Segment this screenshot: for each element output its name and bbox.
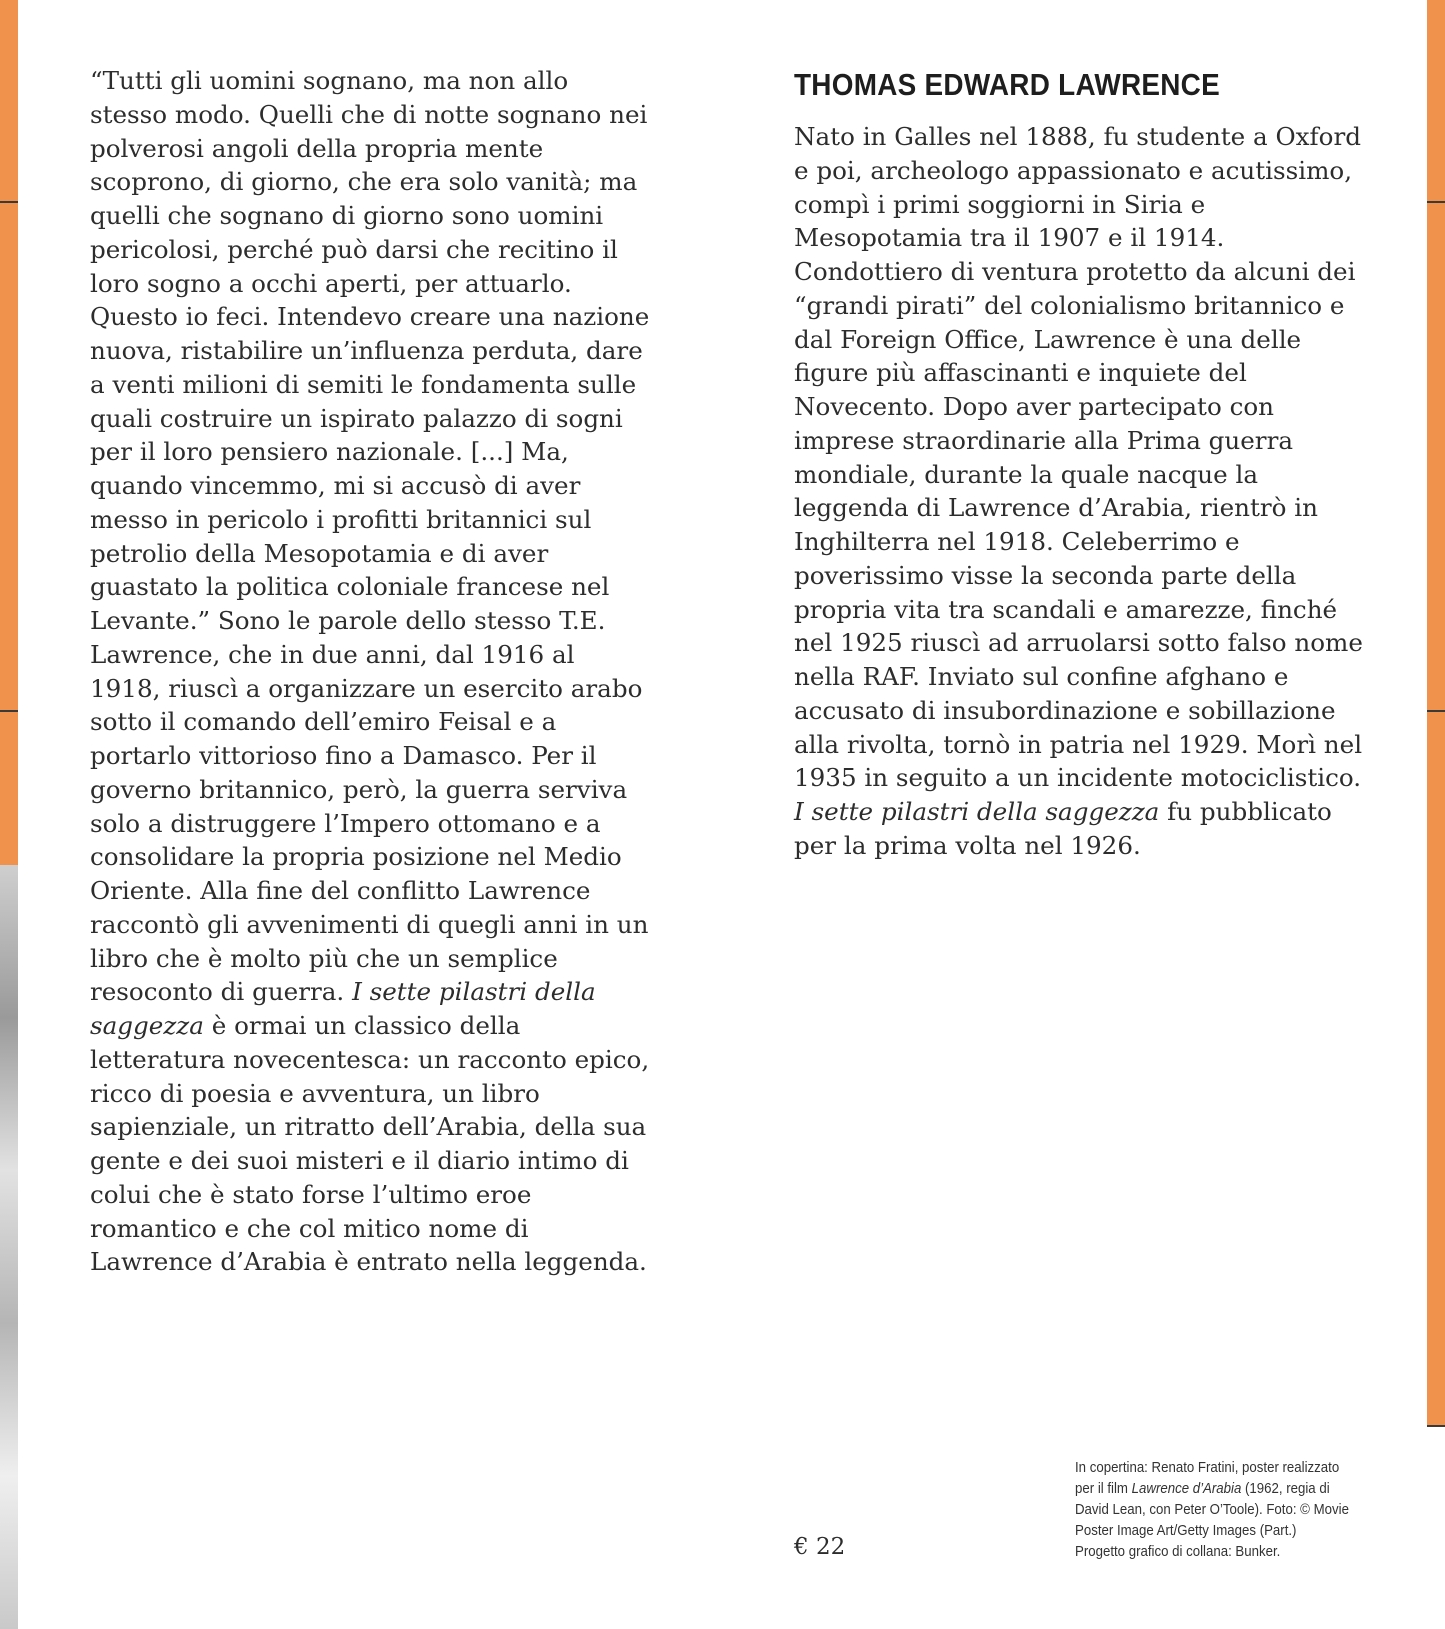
blurb-book-title: I sette pilastri della saggezza xyxy=(90,977,596,1040)
right-flap-end xyxy=(1427,1426,1445,1629)
credit-film-title: Lawrence d’Arabia xyxy=(1131,1481,1242,1497)
author-column xyxy=(794,64,1364,863)
left-flap-photo-strip xyxy=(0,865,18,1629)
author-book-title: I sette pilastri della saggezza xyxy=(794,797,1160,826)
author-heading: THOMAS EDWARD LAWRENCE xyxy=(794,67,1220,102)
fold-mark xyxy=(1427,710,1445,712)
credit-line1: In copertina: Renato Fratini, poster realizzato per il film xyxy=(1075,1460,1340,1497)
cover-credits xyxy=(1075,1458,1351,1563)
blurb-paragraph xyxy=(90,64,650,1279)
cover-credit-text xyxy=(1075,1458,1351,1542)
design-credit: Progetto grafico di collana: Bunker. xyxy=(1075,1544,1281,1560)
right-flap-band xyxy=(1427,0,1445,1629)
author-bio-text: Nato in Galles nel 1888, fu studente a Oxford e poi, archeologo appassionato e acutissimo, compì i primi soggiorni in Siria e Mesopotamia tra il 1907 e il 1914. Condottiero di ventura protetto da alcuni dei “grandi pirati” del colonialismo britannico e dal Foreign Office, Lawrence è una delle figure più affascinanti e inquiete del Novecento. Dopo aver partecipato con imprese straordinarie alla Prima guerra mondiale, durante la quale nacque la leggenda di Lawrence d’Arabia, rientrò in Inghilterra nel 1918. Celeberrimo e poverissimo visse la seconda parte della propria vita tra scandali e amarezze, finché nel 1925 riuscì ad arruolarsi sotto falso nome nella RAF. Inviato sul confine afghano e accusato di insubordinazione e sobillazione alla rivolta, tornò in patria nel 1929. Morì nel 1935 in seguito a un incidente motociclistico. xyxy=(794,122,1363,793)
author-bio xyxy=(794,120,1364,863)
fold-mark xyxy=(1427,1425,1445,1427)
fold-mark xyxy=(1427,201,1445,203)
author-publication-note: fu pubblicato per la prima volta nel 1926. xyxy=(794,797,1332,860)
fold-mark xyxy=(0,710,18,712)
credit-line2: (1962, regia di David Lean, con Peter O’Toole). Foto: © Movie Poster Image Art/Getty Images (Part.) xyxy=(1075,1481,1349,1539)
blurb-column xyxy=(90,64,650,1279)
blurb-text-part1: “Tutti gli uomini sognano, ma non allo stesso modo. Quelli che di notte sognano nei polverosi angoli della propria mente scoprono, di giorno, che era solo vanità; ma quelli che sognano di giorno sono uomini pericolosi, perché può darsi che recitino il loro sogno a occhi aperti, per attuarlo. Questo io feci. Intendevo creare una nazione nuova, ristabilire un’influenza perduta, dare a venti milioni di semiti le fondamenta sulle quali costruire un ispirato palazzo di sogni per il loro pensiero nazionale. [...] Ma, quando vincemmo, mi si accusò di aver messo in pericolo i profitti britannici sul petrolio della Mesopotamia e di aver guastato la politica coloniale francese nel Levante.” Sono le parole dello stesso T.E. Lawrence, che in due anni, dal 1916 al 1918, riuscì a organizzare un esercito arabo sotto il comando dell’emiro Feisal e a portarlo vittorioso fino a Damasco. Per il governo britannico, però, la guerra serviva solo a distruggere l’Impero ottomano e a consolidare la propria posizione nel Medio Oriente. Alla fine del conflitto Lawrence raccontò gli avvenimenti di quegli anni in un libro che è molto più che un semplice resoconto di guerra. xyxy=(90,66,650,1007)
price: € 22 xyxy=(794,1534,846,1560)
fold-mark xyxy=(0,201,18,203)
blurb-text-part2: è ormai un classico della letteratura novecentesca: un racconto epico, ricco di poesia e avventura, un libro sapienziale, un ritratto dell’Arabia, della sua gente e dei suoi misteri e il diario intimo di colui che è stato forse l’ultimo eroe romantico e che col mitico nome di Lawrence d’Arabia è entrato nella leggenda. xyxy=(90,1011,650,1277)
